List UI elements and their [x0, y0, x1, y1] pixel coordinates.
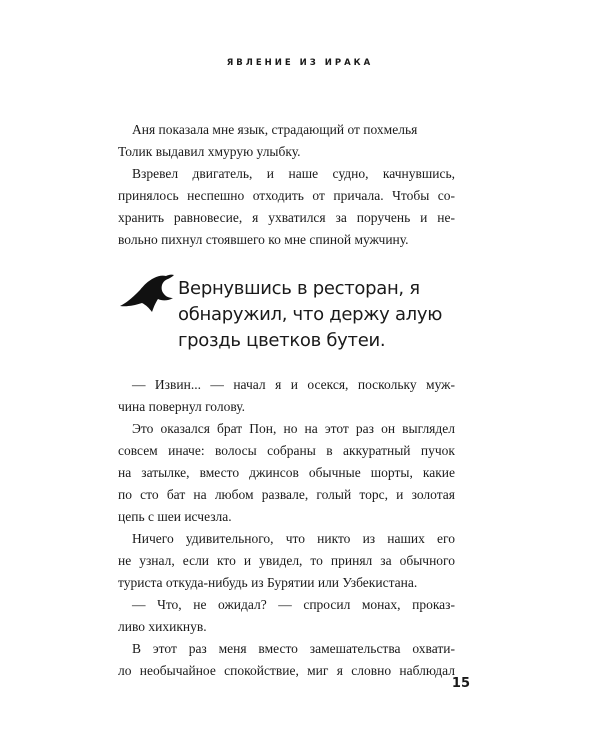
- text-line: — Что, не ожидал? — спросил монах, проказ-: [132, 597, 455, 612]
- text-line: Толик выдавил хмурую улыбку.: [118, 144, 301, 159]
- pull-quote-line: обнаружил, что держу алую: [178, 304, 443, 325]
- text-line: ло необычайное спокойствие, миг я словно наблюдал: [118, 663, 455, 678]
- text-line: не узнал, если кто и увидел, то принял за обычного: [118, 553, 455, 568]
- text-block-bottom: [118, 374, 455, 682]
- pull-quote-line: Вернувшись в ресторан, я: [178, 278, 420, 299]
- text-line: вольно пихнул стоявшего ко мне спиной мужчину.: [118, 232, 409, 247]
- text-line: принялось неспешно отходить от причала. Чтобы со-: [118, 188, 455, 203]
- pull-quote-text: [178, 276, 463, 354]
- page-number: 15: [451, 676, 470, 691]
- text-line: — Извин... — начал я и осекся, поскольку муж-: [132, 377, 455, 392]
- text-line: ливо хихикнув.: [118, 619, 207, 634]
- text-block-top: [118, 119, 455, 251]
- text-line: Взревел двигатель, и наше судно, качнувшись,: [132, 166, 455, 181]
- text-line: В этот раз меня вместо замешательства охвати-: [132, 641, 455, 656]
- text-line: по сто бат на любом развале, голый торс, и золотая: [118, 487, 455, 502]
- text-line: чина повернул голову.: [118, 399, 246, 414]
- running-head: ЯВЛЕНИЕ ИЗ ИРАКА: [226, 58, 374, 68]
- text-line: хранить равновесие, я ухватился за поручень и не-: [118, 210, 455, 225]
- text-line: цепь с шеи исчезла.: [118, 509, 232, 524]
- text-line: совсем иначе: волосы собраны в аккуратный пучок: [118, 443, 455, 458]
- text-line: Аня показала мне язык, страдающий от похмелья: [132, 122, 418, 137]
- bird-icon: [118, 272, 178, 316]
- text-line: Это оказался брат Пон, но на этот раз он выглядел: [132, 421, 455, 436]
- text-line: туриста откуда-нибудь из Бурятии или Узбекистана.: [118, 575, 418, 590]
- text-line: на затылке, вместо джинсов обычные шорты, какие: [118, 465, 455, 480]
- pull-quote-line: гроздь цветков бутеи.: [178, 330, 386, 351]
- text-line: Ничего удивительного, что никто из наших его: [132, 531, 455, 546]
- pull-quote: [118, 268, 458, 360]
